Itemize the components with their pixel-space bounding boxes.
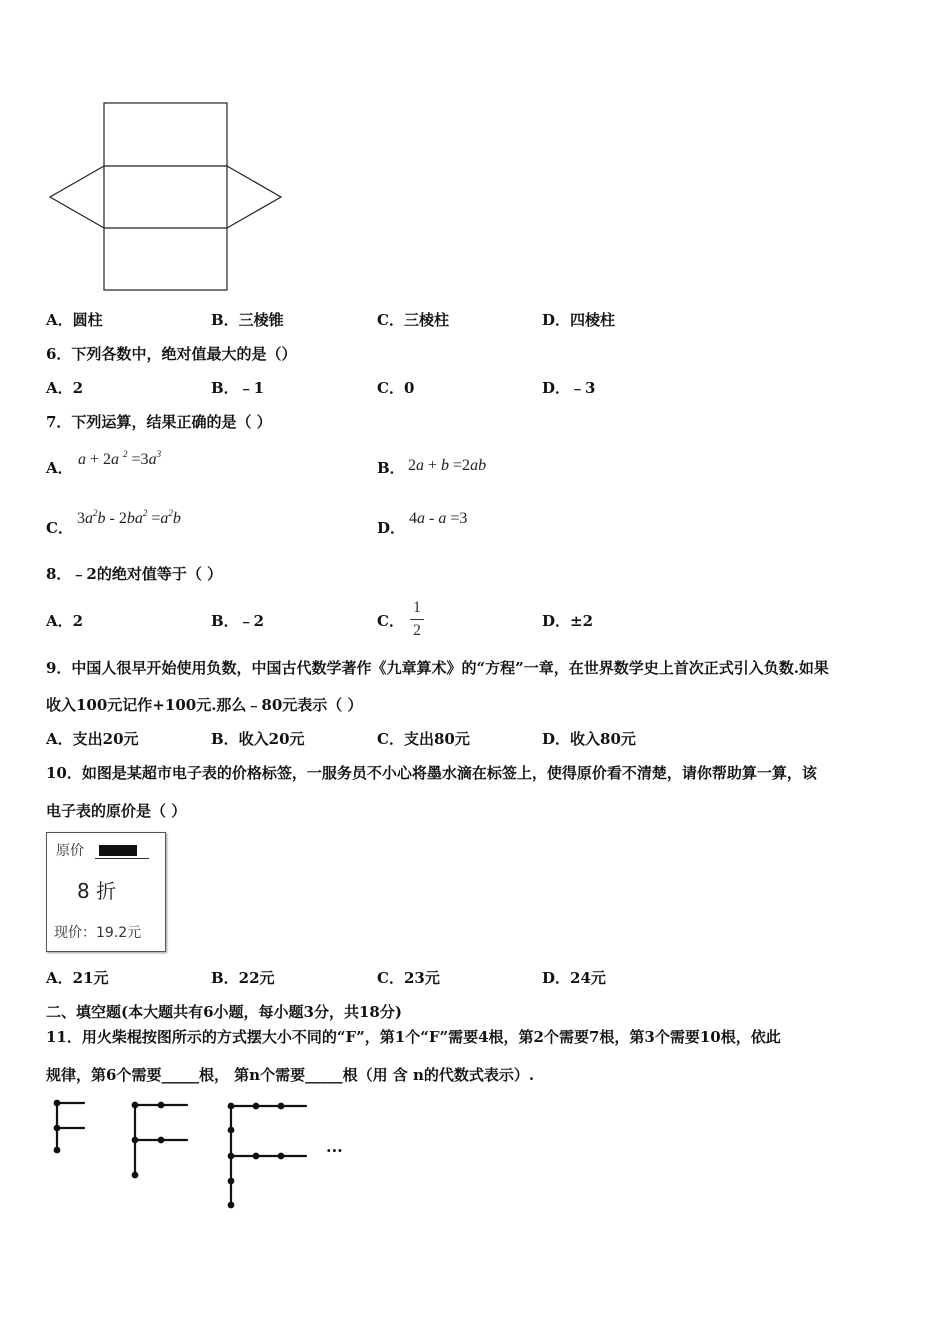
matchstick-f-3 xyxy=(229,1104,306,1208)
q8-option-b[interactable]: B．﹣2 xyxy=(211,612,265,630)
q7-option-b-formula[interactable]: 2a + b =2ab xyxy=(408,457,487,474)
q10-option-a[interactable]: A．21元 xyxy=(46,969,109,987)
q7-option-c-formula[interactable]: $3a^2b - 2ba^2 =a^2b$ xyxy=(77,508,181,527)
q10-stem-line2: 电子表的原价是（ ） xyxy=(46,802,187,820)
q6-option-a[interactable]: A．2 xyxy=(46,379,84,397)
q7-option-d-formula[interactable]: 4a - a =3 xyxy=(409,510,468,527)
q10-stem-line1: 10．如图是某超市电子表的价格标签，一服务员不小心将墨水滴在标签上，使得原价看不清楚，请你帮助算一算，该 xyxy=(46,764,817,782)
q8-option-d[interactable]: D．±2 xyxy=(542,612,594,630)
section-heading: 二、填空题(本大题共有6小题，每小题3分，共18分) xyxy=(46,1003,402,1021)
price-tag-current-price: 现价：19.2元 xyxy=(54,925,142,941)
q7-stem: 7．下列运算，结果正确的是（ ） xyxy=(46,413,272,431)
q7-option-d-label[interactable]: D． xyxy=(377,519,406,537)
q8-option-c[interactable]: C． xyxy=(377,612,404,630)
q9-option-a[interactable]: A．支出20元 xyxy=(46,730,139,748)
q7-option-b-label[interactable]: B． xyxy=(377,459,405,477)
q8-option-a[interactable]: A．2 xyxy=(46,612,84,630)
q10-option-c[interactable]: C．23元 xyxy=(377,969,440,987)
q9-option-c[interactable]: C．支出80元 xyxy=(377,730,470,748)
matchstick-f-2 xyxy=(133,1103,187,1178)
q9-option-b[interactable]: B．收入20元 xyxy=(211,730,305,748)
q11-stem-line2: 规律，第6个需要_____根， 第n个需要_____根（用 含 n的代数式表示）. xyxy=(46,1066,535,1084)
q10-option-b[interactable]: B．22元 xyxy=(211,969,275,987)
q11-stem-line1: 11．用火柴棍按图所示的方式摆大小不同的“F”，第1个“F”需要4根，第2个需要7根，第3个需要10根，依此 xyxy=(46,1028,781,1046)
q5-option-c[interactable]: C．三棱柱 xyxy=(377,311,449,329)
q6-option-b[interactable]: B．﹣1 xyxy=(211,379,265,397)
q6-option-d[interactable]: D．﹣3 xyxy=(542,379,596,397)
q6-stem: 6．下列各数中，绝对值最大的是（） xyxy=(46,345,297,363)
q8-stem: 8．﹣2的绝对值等于（ ） xyxy=(46,565,223,583)
q7-option-a-label[interactable]: A． xyxy=(46,459,73,477)
figure-ellipsis: ... xyxy=(326,1137,343,1156)
q9-option-d[interactable]: D．收入80元 xyxy=(542,730,636,748)
q6-option-c[interactable]: C．0 xyxy=(377,379,415,397)
q5-option-a[interactable]: A．圆柱 xyxy=(46,311,103,329)
price-tag-original-label: 原价 xyxy=(56,843,84,859)
q10-option-d[interactable]: D．24元 xyxy=(542,969,606,987)
q7-option-a-formula[interactable]: a + 2a $^2 =3a^3$ xyxy=(78,449,162,468)
matchstick-f-1 xyxy=(55,1101,84,1153)
q5-option-d[interactable]: D．四棱柱 xyxy=(542,311,616,329)
fraction-numerator: 1 xyxy=(413,599,421,616)
q7-option-c-label[interactable]: C． xyxy=(46,519,73,537)
price-tag-discount: 8 折 xyxy=(77,879,117,903)
fraction-denominator: 2 xyxy=(413,622,421,639)
q5-option-b[interactable]: B．三棱锥 xyxy=(211,311,284,329)
q9-stem-line2: 收入100元记作+100元.那么﹣80元表示（ ） xyxy=(46,696,363,714)
q9-stem-line1: 9．中国人很早开始使用负数，中国古代数学著作《九章算术》的“方程”一章，在世界数学史上首次正式引入负数.如果 xyxy=(46,659,829,677)
